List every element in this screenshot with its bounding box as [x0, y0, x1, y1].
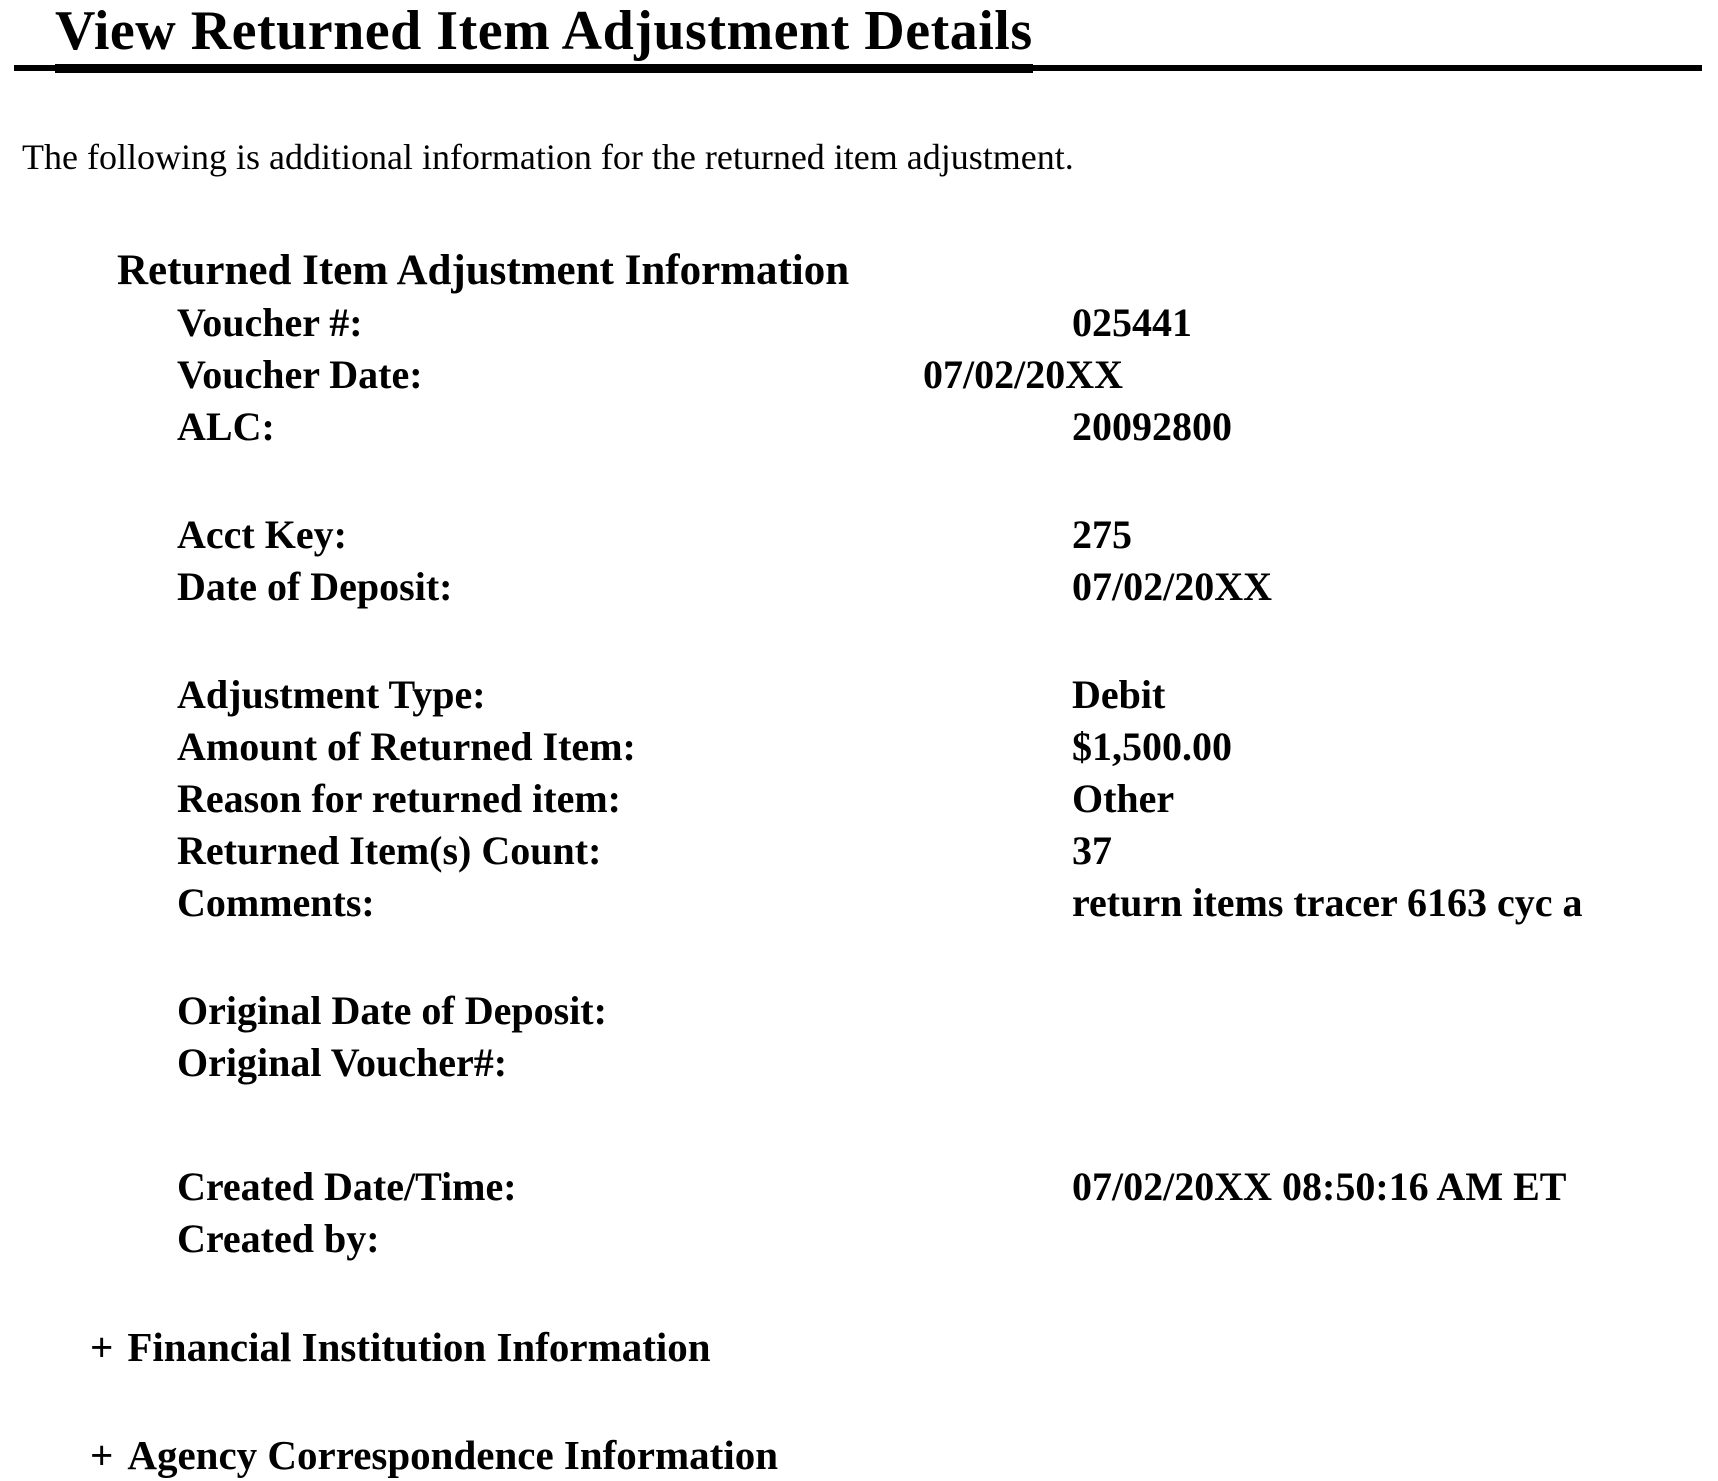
field-row-comments	[177, 877, 1718, 929]
intro-text: The following is additional information for the returned item adjustment.	[22, 137, 1074, 177]
expander-agency-correspondence-information[interactable]	[90, 1429, 1718, 1481]
section-heading: Returned Item Adjustment Information	[117, 247, 850, 294]
field-row-created-date-time	[177, 1161, 1718, 1213]
page-title: View Returned Item Adjustment Details	[55, 2, 1033, 73]
alc-label: ALC:	[177, 404, 275, 449]
expand-plus-icon[interactable]: +	[90, 1432, 114, 1478]
date-of-deposit-label: Date of Deposit:	[177, 564, 453, 609]
expander-financial-institution-information[interactable]	[90, 1321, 1718, 1373]
expand-plus-icon[interactable]: +	[90, 1324, 114, 1370]
field-row-reason-for-returned-item	[177, 773, 1718, 825]
voucher-date-value: 07/02/20XX	[923, 352, 1123, 397]
page-header	[0, 0, 1718, 71]
field-row-acct-key	[177, 509, 1718, 561]
field-row-returned-items-count	[177, 825, 1718, 877]
date-of-deposit-value: 07/02/20XX	[1072, 564, 1272, 609]
returned-items-count-label: Returned Item(s) Count:	[177, 828, 602, 873]
acct-key-label: Acct Key:	[177, 512, 347, 557]
field-row-voucher-number	[177, 297, 1718, 349]
comments-label: Comments:	[177, 880, 375, 925]
amount-of-returned-item-value: $1,500.00	[1072, 724, 1232, 769]
voucher-date-label: Voucher Date:	[177, 352, 423, 397]
created-date-time-label: Created Date/Time:	[177, 1164, 517, 1209]
field-row-alc	[177, 401, 1718, 453]
field-row-adjustment-type	[177, 669, 1718, 721]
alc-value: 20092800	[1072, 404, 1232, 449]
adjustment-type-value: Debit	[1072, 672, 1166, 717]
comments-value: return items tracer 6163 cyc a	[1072, 880, 1583, 925]
original-voucher-number-label: Original Voucher#:	[177, 1040, 508, 1085]
expander-financial-institution-label[interactable]: Financial Institution Information	[127, 1324, 711, 1370]
reason-for-returned-item-value: Other	[1072, 776, 1175, 821]
field-row-original-voucher-number	[177, 1037, 1718, 1089]
acct-key-value: 275	[1072, 512, 1132, 557]
voucher-number-label: Voucher #:	[177, 300, 363, 345]
field-row-original-date-of-deposit	[177, 985, 1718, 1037]
field-row-voucher-date	[177, 349, 1718, 401]
original-date-of-deposit-label: Original Date of Deposit:	[177, 988, 607, 1033]
returned-items-count-value: 37	[1072, 828, 1112, 873]
expander-agency-correspondence-label[interactable]: Agency Correspondence Information	[127, 1432, 779, 1478]
reason-for-returned-item-label: Reason for returned item:	[177, 776, 621, 821]
amount-of-returned-item-label: Amount of Returned Item:	[177, 724, 636, 769]
adjustment-info-fields	[177, 297, 1718, 1265]
created-by-label: Created by:	[177, 1216, 380, 1261]
created-date-time-value: 07/02/20XX 08:50:16 AM ET	[1072, 1164, 1567, 1209]
field-row-created-by	[177, 1213, 1718, 1265]
field-row-date-of-deposit	[177, 561, 1718, 613]
adjustment-type-label: Adjustment Type:	[177, 672, 486, 717]
voucher-number-value: 025441	[1072, 300, 1192, 345]
field-row-amount-of-returned-item	[177, 721, 1718, 773]
